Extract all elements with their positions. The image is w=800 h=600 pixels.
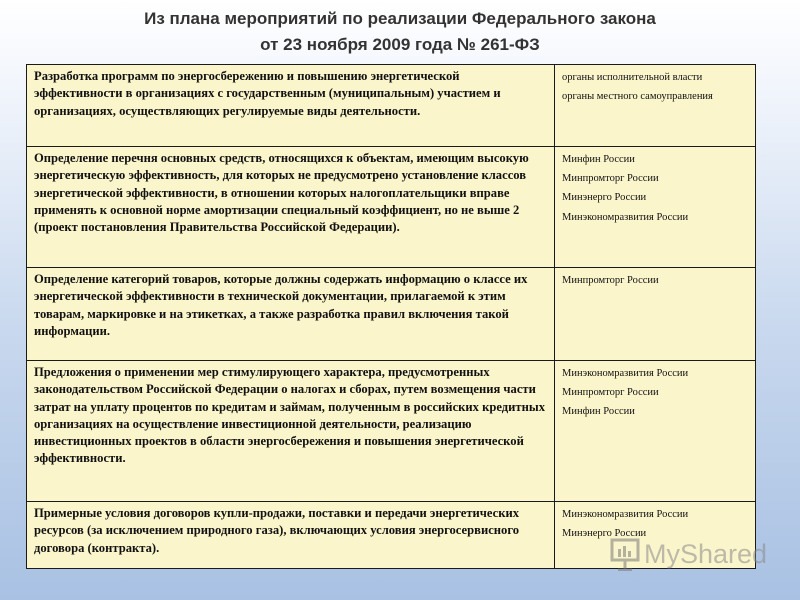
task-cell: Определение перечня основных средств, относящихся к объектам, имеющим высокую энергетическую эффективность, для которых не предусмотрено установление классов энергетической эффективности, в отношении которых налогоплательщики вправе применять к основной норме амортизации специальный коэффициент, но не выше 2 (проект постановления Правительства Российской Федерации). xyxy=(27,147,555,268)
task-cell: Определение категорий товаров, которые должны содержать информацию о классе их энергетической эффективности в технической документации, прилагаемой к этим товарам, маркировке и на этикетках, а также разработка правил включения такой информации. xyxy=(27,268,555,361)
table-row xyxy=(27,147,756,268)
responsible-org: органы местного самоуправления xyxy=(562,91,713,103)
responsible-org: Минэкономразвития России xyxy=(562,368,689,379)
responsible-cell xyxy=(555,147,756,268)
responsible-org: Минэкономразвития России xyxy=(562,211,689,223)
measures-table xyxy=(26,64,756,569)
task-cell: Примерные условия договоров купли-продажи, поставки и передачи энергетических ресурсов (за исключением природного газа), включающих условия энергосервисного договора (контракта). xyxy=(27,502,555,569)
table-row xyxy=(27,361,756,502)
watermark-text: MyShared xyxy=(644,538,768,569)
responsible-org: Минэнерго России xyxy=(562,192,647,204)
responsible-org: Минэнерго России xyxy=(562,528,647,540)
responsible-org: Минэкономразвития России xyxy=(562,509,689,520)
page-title xyxy=(0,6,800,58)
task-cell: Предложения о применении мер стимулирующего характера, предусмотренных законодательством Российской Федерации о налогах и сборах, путем возмещения части затрат на уплату процентов по кредитам и займам, полученным в российских кредитных организациях на осуществление инвестиционной деятельности, реализацию инвестиционных проектов в области энергосбережения и повышения энергетической эффективности. xyxy=(27,361,555,502)
responsible-cell xyxy=(555,65,756,147)
table-row xyxy=(27,65,756,147)
presentation-board-icon xyxy=(610,537,640,571)
responsible-cell xyxy=(555,268,756,361)
title-line-1: Из плана мероприятий по реализации Федерального закона xyxy=(144,9,656,28)
responsible-org: Минпромторг России xyxy=(562,275,659,286)
responsible-org: Минфин России xyxy=(562,406,635,418)
responsible-org: Минпромторг России xyxy=(562,173,659,185)
responsible-org: органы исполнительной власти xyxy=(562,72,703,83)
responsible-org: Минпромторг России xyxy=(562,387,659,399)
title-line-2: от 23 ноября 2009 года № 261-ФЗ xyxy=(260,35,540,54)
responsible-org: Минфин России xyxy=(562,154,635,165)
task-cell: Разработка программ по энергосбережению и повышению энергетической эффективности в организациях с государственным (муниципальным) участием и организациях, осуществляющих регулируемые виды деятельности. xyxy=(27,65,555,147)
watermark xyxy=(610,534,767,574)
table-row xyxy=(27,268,756,361)
responsible-cell xyxy=(555,361,756,502)
